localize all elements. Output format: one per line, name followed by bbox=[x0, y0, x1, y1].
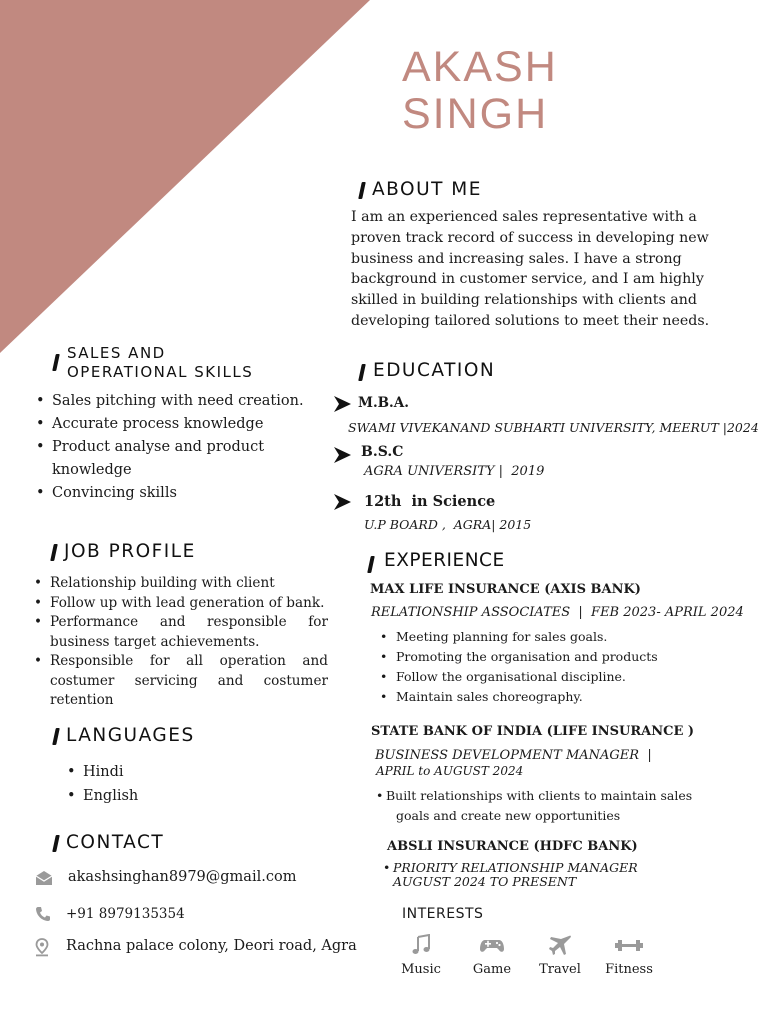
location-pin-icon bbox=[34, 938, 50, 957]
arrow-bullet-icon bbox=[334, 494, 351, 510]
arrow-bullet-icon bbox=[334, 447, 351, 463]
about-line: proven track record of success in developing new bbox=[351, 229, 709, 246]
contact-heading: CONTACT bbox=[66, 832, 165, 853]
list-item: • Relationship building with client bbox=[28, 574, 328, 594]
gamepad-icon bbox=[479, 934, 505, 956]
experience-bullet: • Built relationships with clients to maintain sales goals and create new opportunities bbox=[376, 786, 692, 826]
interest-label: Travel bbox=[539, 962, 581, 977]
airplane-icon bbox=[548, 934, 572, 956]
experience-bullet-line: Built relationships with clients to maintain sales bbox=[386, 788, 693, 803]
interest-music bbox=[390, 934, 452, 977]
education-detail: SWAMI VIVEKANAND SUBHARTI UNIVERSITY, MEERUT |2024 bbox=[348, 420, 759, 435]
interest-travel bbox=[529, 934, 591, 977]
experience-role-line: PRIORITY RELATIONSHIP MANAGER bbox=[393, 860, 638, 875]
first-name: AKASH bbox=[402, 43, 558, 91]
contact-address: Rachna palace colony, Deori road, Agra bbox=[66, 938, 357, 954]
interest-fitness bbox=[598, 934, 660, 977]
list-item: • Responsible for all operation and costumer servicing and costumer retention bbox=[28, 652, 328, 711]
job-profile-list bbox=[28, 574, 328, 711]
about-line: business and increasing sales. I have a strong bbox=[351, 250, 682, 267]
list-item: • Follow the organisational discipline. bbox=[374, 667, 694, 687]
list-item: • Promoting the organisation and products bbox=[374, 647, 694, 667]
list-item: • Sales pitching with need creation. bbox=[30, 390, 320, 413]
list-item: • Meeting planning for sales goals. bbox=[374, 627, 694, 647]
name-heading bbox=[402, 44, 558, 138]
education-degree: M.B.A. bbox=[358, 395, 409, 411]
arrow-bullet-icon bbox=[334, 396, 351, 412]
interest-game bbox=[461, 934, 523, 977]
education-degree: B.S.C bbox=[361, 444, 404, 460]
list-item: • Performance and responsible for business target achievements. bbox=[28, 613, 328, 652]
interest-label: Game bbox=[472, 962, 512, 977]
envelope-icon bbox=[35, 870, 53, 886]
experience-company: STATE BANK OF INDIA (LIFE INSURANCE ) bbox=[371, 724, 695, 739]
about-line: skilled in building relationships with clients and bbox=[351, 292, 697, 309]
music-note-icon bbox=[410, 934, 432, 956]
about-line: background in customer service, and I am highly bbox=[351, 271, 704, 288]
experience-bullets bbox=[374, 627, 694, 707]
about-line: I am an experienced sales representative with a bbox=[351, 209, 697, 225]
education-degree: 12th in Science bbox=[364, 493, 496, 510]
experience-role: BUSINESS DEVELOPMENT MANAGER | bbox=[375, 748, 652, 763]
skills-list bbox=[30, 390, 320, 505]
education-heading: EDUCATION bbox=[373, 360, 496, 381]
skills-heading bbox=[67, 344, 253, 382]
about-text bbox=[351, 207, 751, 332]
list-item: • Accurate process knowledge bbox=[30, 413, 320, 436]
list-item: • Hindi bbox=[61, 760, 261, 784]
experience-role: • PRIORITY RELATIONSHIP MANAGER AUGUST 2024 TO PRESENT bbox=[383, 860, 638, 889]
last-name: SINGH bbox=[402, 90, 549, 138]
interests-heading: INTERESTS bbox=[402, 906, 484, 922]
languages-heading: LANGUAGES bbox=[66, 725, 195, 746]
experience-company: ABSLI INSURANCE (HDFC BANK) bbox=[387, 839, 638, 854]
experience-dates: AUGUST 2024 TO PRESENT bbox=[393, 874, 577, 889]
list-item: • Maintain sales choreography. bbox=[374, 687, 694, 707]
job-profile-heading: JOB PROFILE bbox=[64, 541, 196, 562]
phone-icon bbox=[35, 906, 51, 922]
list-item: • English bbox=[61, 784, 261, 808]
education-detail: AGRA UNIVERSITY | 2019 bbox=[364, 464, 545, 479]
languages-list bbox=[61, 760, 261, 808]
skills-heading-line: OPERATIONAL SKILLS bbox=[67, 363, 254, 381]
dumbbell-icon bbox=[614, 934, 644, 956]
experience-dates: APRIL to AUGUST 2024 bbox=[376, 764, 524, 778]
list-item: • Follow up with lead generation of bank. bbox=[28, 594, 328, 614]
experience-heading: EXPERIENCE bbox=[384, 550, 505, 571]
list-item: • Product analyse and product knowledge bbox=[30, 436, 277, 482]
experience-bullet-line: goals and create new opportunities bbox=[396, 808, 621, 823]
contact-phone: +91 8979135354 bbox=[66, 906, 185, 922]
contact-email[interactable]: akashsinghan8979@gmail.com bbox=[68, 869, 297, 885]
experience-company: MAX LIFE INSURANCE (AXIS BANK) bbox=[370, 582, 641, 597]
list-item: • Convincing skills bbox=[30, 482, 320, 505]
interest-label: Fitness bbox=[605, 962, 653, 977]
interest-label: Music bbox=[401, 962, 441, 977]
experience-role: RELATIONSHIP ASSOCIATES | FEB 2023- APRIL 2024 bbox=[371, 605, 744, 620]
education-detail: U.P BOARD , AGRA| 2015 bbox=[364, 517, 532, 532]
skills-heading-line: SALES AND bbox=[67, 344, 166, 362]
about-heading: ABOUT ME bbox=[372, 179, 482, 200]
about-line: developing tailored solutions to meet their needs. bbox=[351, 312, 710, 329]
